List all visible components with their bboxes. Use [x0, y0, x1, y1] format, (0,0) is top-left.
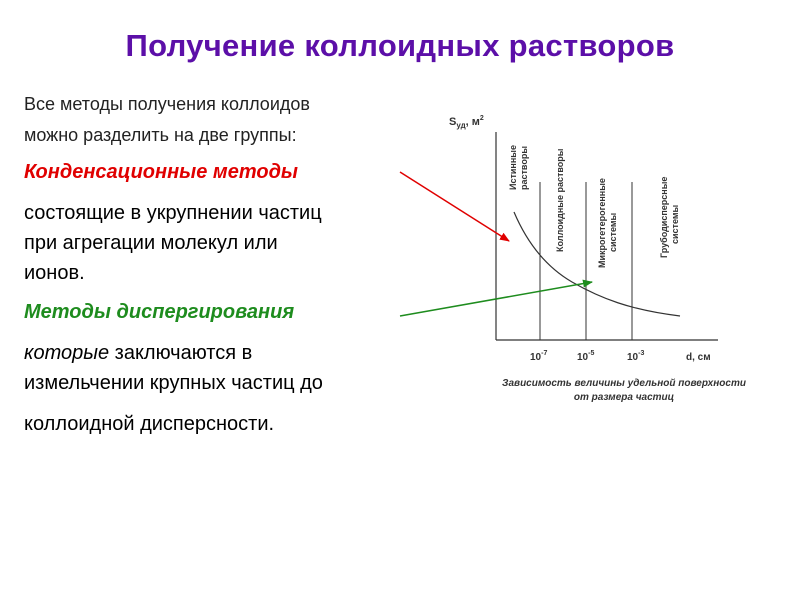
- dispersion-desc-rest: заключаются в: [109, 342, 253, 364]
- condensation-desc-line-1: состоящие в укрупнении частиц: [24, 202, 322, 224]
- diagram-caption-line-1: Зависимость величины удельной поверхности: [502, 378, 746, 389]
- condensation-desc-line-2: при агрегации молекул или: [24, 232, 278, 254]
- region-label-true-solutions: Истинные растворы: [508, 145, 529, 190]
- condensation-methods-heading: Конденсационные методы: [24, 161, 299, 183]
- dispersion-desc-italic-word: которые: [24, 342, 110, 364]
- intro-line-1: Все методы получения коллоидов: [24, 94, 310, 114]
- page-title: Получение коллоидных растворов: [125, 28, 675, 63]
- region-label-microheterogeneous: Микрогетерогенные системы: [597, 178, 618, 268]
- condensation-desc-line-3: ионов.: [24, 262, 85, 284]
- tick-label-1e-5: $10^{-5}$: [577, 350, 595, 363]
- y-axis-label: $S_{уд}$, $м^2$: [449, 115, 484, 130]
- region-label-coarse-dispersed: Грубодисперсные системы: [659, 176, 680, 258]
- diagram-caption-line-2: от размера частиц: [573, 392, 675, 403]
- region-label-colloid-solutions: Коллоидные растворы: [555, 148, 565, 252]
- dispersion-desc-line-3: коллоидной дисперсности.: [24, 413, 275, 435]
- tick-label-1e-3: $10^{-3}$: [627, 350, 645, 363]
- x-axis-label: d, см: [686, 352, 711, 363]
- dispersion-desc-line-2: измельчении крупных частиц до: [24, 372, 323, 394]
- intro-line-2: можно разделить на две группы:: [24, 125, 297, 145]
- tick-label-1e-7: $10^{-7}$: [530, 350, 548, 363]
- condensation-pointer-arrow: [400, 172, 509, 241]
- dispersion-methods-heading: Методы диспергирования: [24, 301, 295, 323]
